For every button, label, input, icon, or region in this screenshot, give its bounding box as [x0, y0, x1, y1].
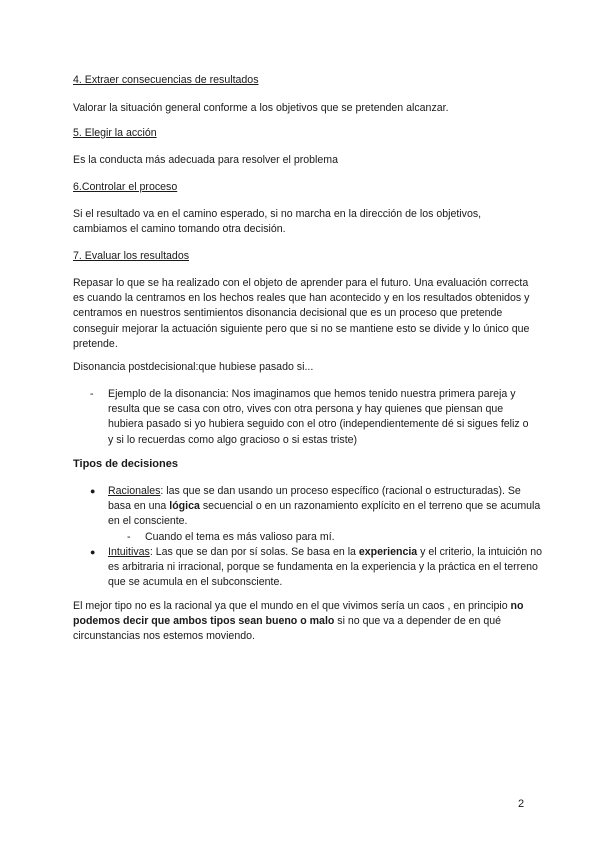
- section-7-text: Repasar lo que se ha realizado con el objeto de aprender para el futuro. Una evaluación correcta es cuando la centramos en los hechos reales que han acontecido y en los resultados obtenidos y centramos en nuestros sentimientos disonancia decisional que es un proceso que pretende conseguir mejorar la actuación siguiente pero que si no se mantiene esto se divide y lo único que pretende.: [73, 277, 530, 350]
- section-5-heading: 5. Elegir la acción: [73, 127, 157, 139]
- list-item-intuitivas: [73, 545, 543, 591]
- disonancia-list: [73, 387, 533, 448]
- section-7-heading: 7. Evaluar los resultados: [73, 250, 190, 262]
- section-6-text: Si el resultado va en el camino esperado, si no marcha en la dirección de los objetivos, cambiamos el camino tomando otra decisión.: [73, 208, 482, 236]
- racionales-sublist: [108, 530, 543, 545]
- conclusion-text-1: El mejor tipo no es la racional ya que el mundo en el que vivimos sería un caos , en principio: [73, 600, 511, 612]
- section-6-heading: 6.Controlar el proceso: [73, 181, 178, 193]
- intuitivas-bold: experiencia: [358, 545, 418, 558]
- conclusion-paragraph: [73, 599, 533, 645]
- section-5-text: Es la conducta más adecuada para resolver el problema: [73, 154, 338, 166]
- conclusion-text-2: si no que va a depender de en qué circunstancias nos estemos moviendo.: [73, 615, 502, 643]
- list-item-racionales: [73, 484, 543, 545]
- bullet-icon: ●: [90, 546, 96, 557]
- list-item: [108, 530, 543, 545]
- racionales-term: Racionales: [108, 485, 161, 497]
- section-4-text: Valorar la situación general conforme a los objetivos que se pretenden alcanzar.: [73, 102, 449, 114]
- bullet-icon: ●: [90, 486, 96, 496]
- disonancia-text: Disonancia postdecisional:que hubiese pasado si...: [73, 361, 314, 373]
- conclusion-bold: no podemos decir que ambos tipos sean bueno o malo: [73, 600, 524, 628]
- intuitivas-text-1: : Las que se dan por sí solas. Se basa en la: [149, 545, 359, 558]
- page-number: 2: [518, 798, 525, 810]
- racionales-subitem: Cuando el tema es más valioso para mí.: [145, 530, 335, 543]
- disonancia-example: Ejemplo de la disonancia: Nos imaginamos que hemos tenido nuestra primera pareja y resulta que se casa con otro, vives con otra persona y hay quienes que piensan que hubiera pasado si yo hubiera seguido con el otro (independientemente dé si sigues feliz o y si lo recuerdas como algo gracioso o si estas triste): [108, 388, 529, 446]
- racionales-bold: lógica: [169, 500, 200, 513]
- intuitivas-text-2: y el criterio, la intuición no es arbitraria ni irracional, porque se fundamenta en la experiencia y la práctica en el terreno que se acumula en el subconsciente.: [108, 545, 543, 589]
- dash-marker: -: [90, 388, 94, 400]
- tipos-heading: Tipos de decisiones: [73, 458, 178, 470]
- section-4-heading: 4. Extraer consecuencias de resultados: [73, 74, 259, 86]
- racionales-text-1: : las que se dan usando un proceso específico (racional o estructuradas). Se basa en una: [108, 485, 521, 513]
- dash-marker: -: [127, 530, 131, 543]
- intuitivas-term: Intuitivas: [108, 545, 150, 558]
- list-item: [73, 387, 533, 448]
- racionales-text-2: secuencial o en un razonamiento explícito en el terreno que se acumula en el consciente.: [108, 500, 541, 528]
- tipos-list: [73, 484, 543, 590]
